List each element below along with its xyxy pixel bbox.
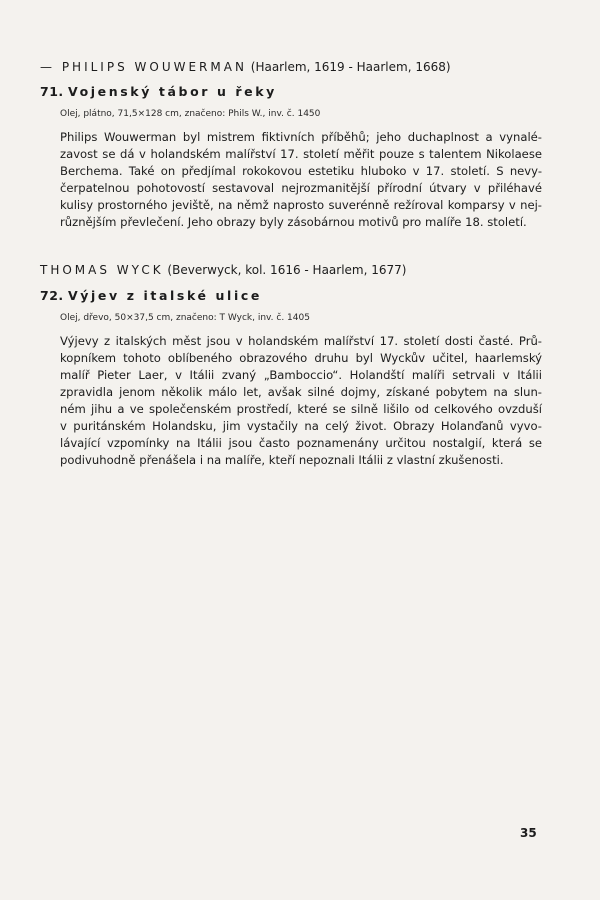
artist-name: THOMAS WYCK	[40, 263, 164, 277]
artwork-title-71	[40, 84, 560, 99]
artist-life-dates: (Haarlem, 1619 - Haarlem, 1668)	[250, 60, 451, 74]
catalogue-number: 72.	[40, 288, 64, 303]
text-line: lávající vzpomínky na Itálii jsou často poznamenány určitou nostalgií, která se	[60, 436, 542, 450]
text-line: zpravidla jenom několik málo let, avšak silné dojmy, získané pobytem na slun-	[60, 385, 542, 399]
text-line: zavost se dá v holandském malířství 17. století měřit pouze s talentem Nikolaese	[60, 147, 542, 161]
text-line: podivuhodně přenášela i na malíře, kteří nepoznali Itálii z vlastní zkušenosti.	[60, 453, 504, 467]
text-line: různějším převlečení. Jeho obrazy byly zásobárnou motivů pro malíře 18. století.	[60, 215, 527, 229]
text-line: Výjevy z italských měst jsou v holandském malířství 17. století dosti časté. Prů-	[60, 334, 542, 348]
description-72	[60, 333, 542, 469]
text-line: kopníkem tohoto oblíbeného obrazového druhu byl Wyckův učitel, haarlemský	[60, 351, 542, 365]
artist-name: — PHILIPS WOUWERMAN	[40, 60, 247, 74]
artwork-title: Výjev z italské ulice	[68, 288, 262, 303]
artwork-meta-71: Olej, plátno, 71,5×128 cm, značeno: Phils W., inv. č. 1450	[60, 109, 321, 119]
text-line: Philips Wouwerman byl mistrem fiktivních příběhů; jeho duchaplnost a vynalé-	[60, 130, 542, 144]
artwork-meta-72: Olej, dřevo, 50×37,5 cm, značeno: T Wyck, inv. č. 1405	[60, 313, 310, 323]
description-71	[60, 129, 542, 231]
text-line: čerpatelnou pohotovostí sestavoval nejrozmanitější přírodní útvary v přiléhavé	[60, 181, 542, 195]
artist-heading-wouwerman	[40, 60, 580, 74]
artwork-title-72	[40, 288, 560, 303]
text-line: Berchema. Také on předjímal rokokovou estetiku hluboko v 17. století. S nevy-	[60, 164, 542, 178]
artist-life-dates: (Beverwyck, kol. 1616 - Haarlem, 1677)	[167, 263, 407, 277]
text-line: malíř Pieter Laer, v Itálii zvaný „Bamboccio“. Holandští malíři setrvali v Itálii	[60, 368, 542, 382]
text-line: kulisy prostorného jeviště, na němž naprosto suverénně režíroval komparsy v nej-	[60, 198, 542, 212]
catalogue-number: 71.	[40, 84, 64, 99]
page-number: 35	[520, 826, 537, 840]
text-line: ném jihu a ve společenském prostředí, které se silně lišilo od celkového ovzduší	[60, 402, 542, 416]
artist-heading-wyck	[40, 263, 580, 277]
artwork-title: Vojenský tábor u řeky	[68, 84, 277, 99]
text-line: v puritánském Holandsku, jim vystačily na celý život. Obrazy Holanďanů vyvo-	[60, 419, 542, 433]
